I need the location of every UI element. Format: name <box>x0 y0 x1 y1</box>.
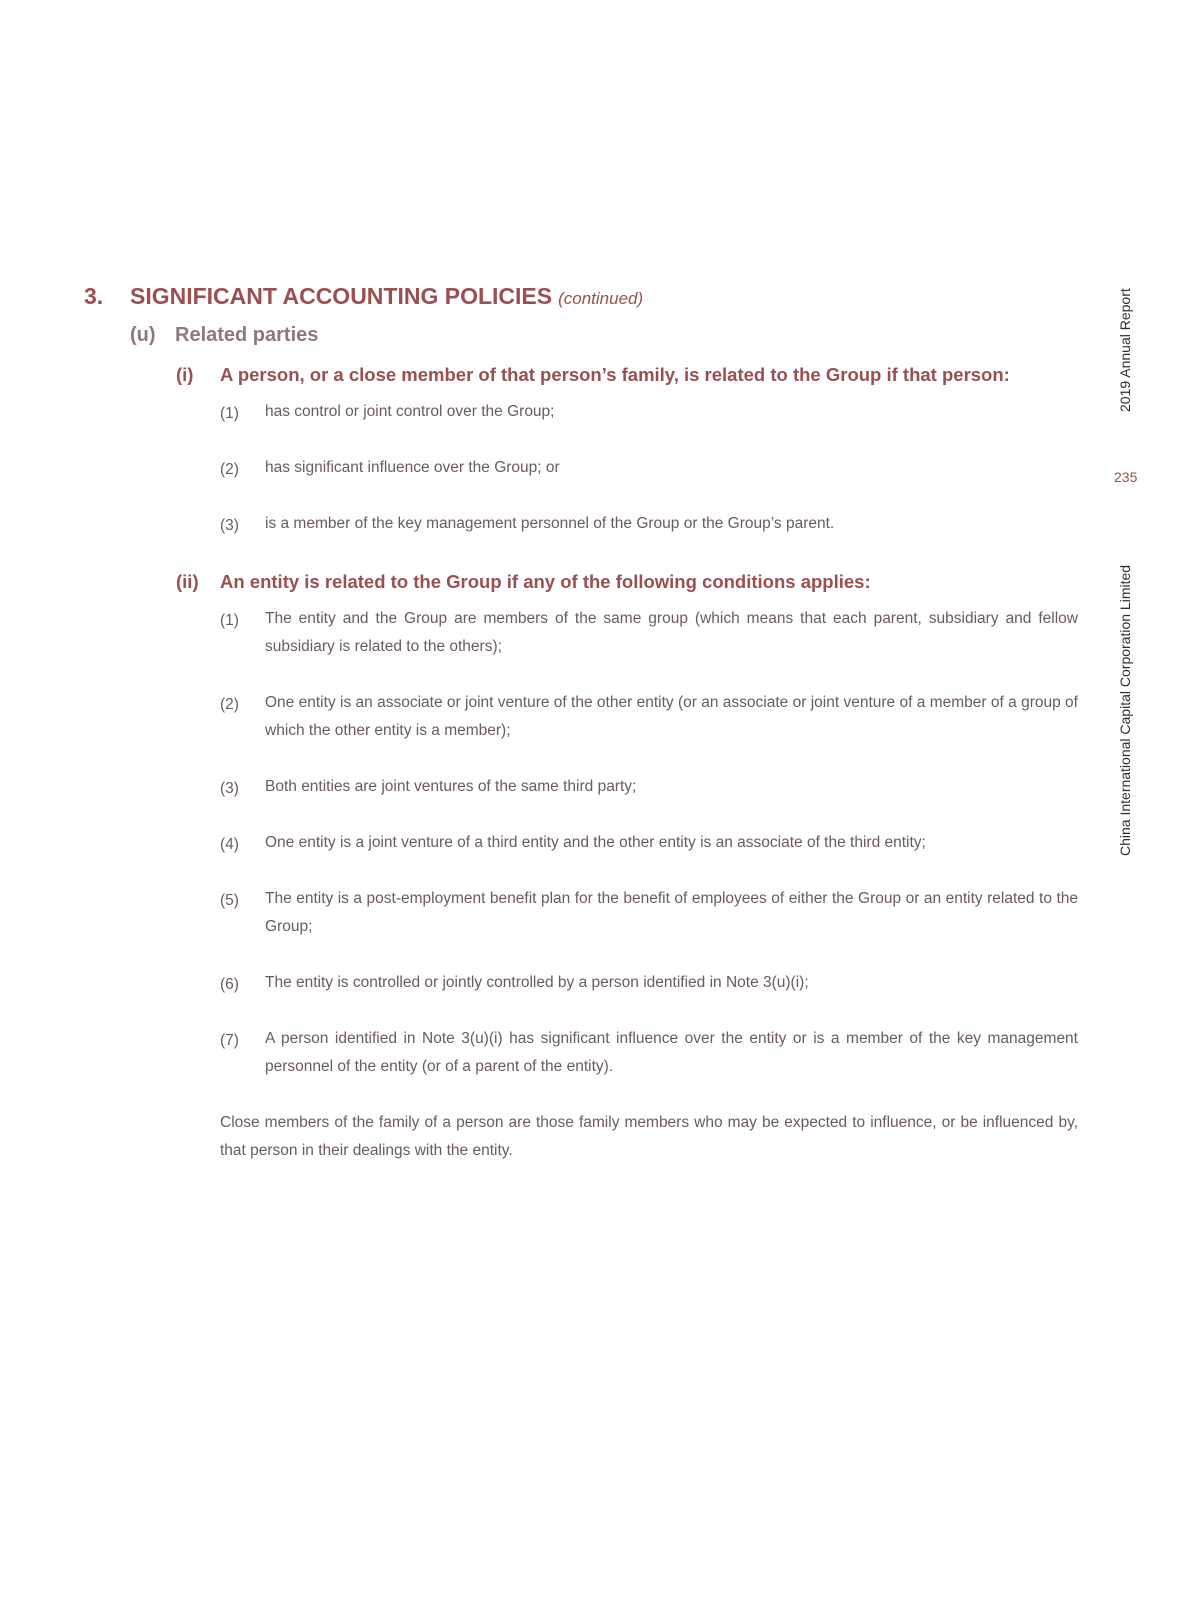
list-item-number: (3) <box>220 517 239 534</box>
list-item-number: (1) <box>220 405 239 422</box>
page-number: 235 <box>1114 469 1138 485</box>
list-item-number: (1) <box>220 612 239 629</box>
section-number: 3. <box>84 283 104 309</box>
list-item-text: A person identified in Note 3(u)(i) has significant influence over the entity or is a member of the key management personnel of the entity (or of a parent of the entity). <box>265 1030 1078 1075</box>
section-title: SIGNIFICANT ACCOUNTING POLICIES <box>130 283 553 309</box>
part-ii-label: (ii) <box>176 571 199 592</box>
list-item-text: The entity is controlled or jointly controlled by a person identified in Note 3(u)(i); <box>265 974 809 991</box>
list-item-text: The entity and the Group are members of the same group (which means that each parent, subsidiary and fellow subsidiary is related to the others); <box>265 610 1078 655</box>
list-item-text: is a member of the key management personnel of the Group or the Group’s parent. <box>265 515 835 532</box>
list-item-number: (3) <box>220 780 239 797</box>
section-continued: (continued) <box>558 289 644 308</box>
part-i-title: A person, or a close member of that person’s family, is related to the Group if that person: <box>220 364 1010 385</box>
list-item-number: (2) <box>220 696 239 713</box>
closing-paragraph: Close members of the family of a person are those family members who may be expected to influence, or be influenced by, that person in their dealings with the entity. <box>220 1114 1078 1159</box>
list-item-number: (7) <box>220 1032 239 1049</box>
report-name: 2019 Annual Report <box>1117 288 1133 412</box>
list-item-text: Both entities are joint ventures of the same third party; <box>265 778 637 795</box>
list-item-number: (2) <box>220 461 239 478</box>
subsection-label: (u) <box>130 324 156 346</box>
list-item-text: One entity is an associate or joint venture of the other entity (or an associate or joint venture of a member of a group of which the other entity is a member); <box>265 694 1078 739</box>
list-item-text: has significant influence over the Group; or <box>265 459 560 476</box>
list-item-text: The entity is a post-employment benefit plan for the benefit of employees of either the Group or an entity related to the Group; <box>265 890 1078 935</box>
part-ii-title: An entity is related to the Group if any of the following conditions applies: <box>220 571 871 592</box>
part-i-label: (i) <box>176 364 194 385</box>
section-heading <box>130 283 643 310</box>
company-name: China International Capital Corporation Limited <box>1117 564 1133 856</box>
list-item-text: One entity is a joint venture of a third entity and the other entity is an associate of the third entity; <box>265 834 926 851</box>
subsection-title: Related parties <box>175 324 319 346</box>
list-item-number: (4) <box>220 836 239 853</box>
list-item-text: has control or joint control over the Group; <box>265 403 555 420</box>
list-item-number: (6) <box>220 976 239 993</box>
list-item-number: (5) <box>220 892 239 909</box>
